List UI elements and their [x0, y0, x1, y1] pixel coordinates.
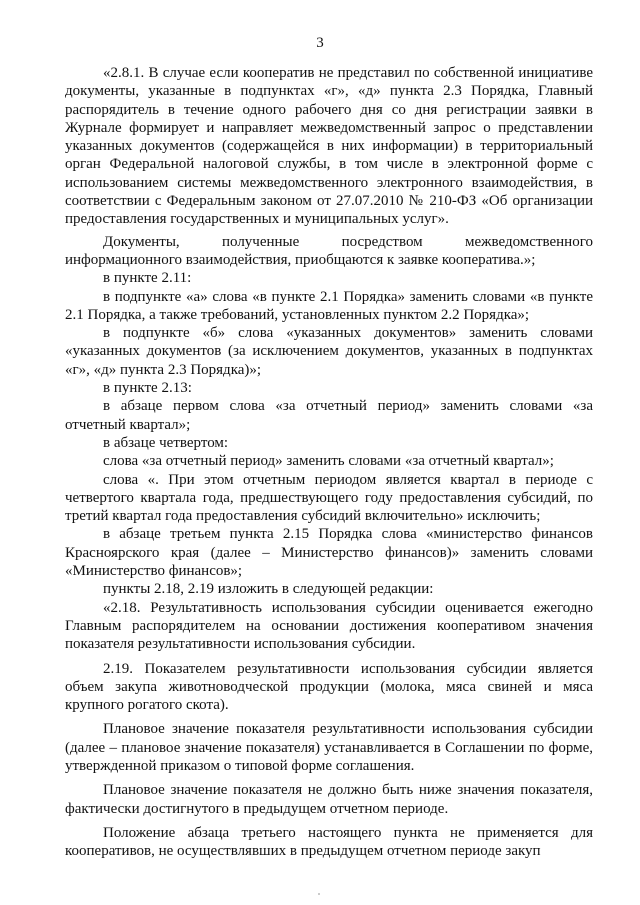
page-number: 3: [316, 35, 324, 51]
paragraph-point-2-15: в абзаце третьем пункта 2.15 Порядка слова «министерство финансов Красноярского края (далее – Министерство финансов)» заменить словами «Министерство финансов»;: [65, 526, 593, 580]
paragraph-point-2-11: в пункте 2.11:: [103, 270, 192, 287]
paragraph-2-8-1: «2.8.1. В случае если кооператив не представил по собственной инициативе документы, указанные в подпунктах «г», «д» пункта 2.3 Порядка, Главный распорядитель в течение одного рабочего дня со дня регистрации заявки в Журнале формирует и направляет межведомственный запрос о представлении указанных документов (содержащейся в них информации) в территориальный орган Федеральной налоговой службы, в том числе в электронной форме с использованием системы межведомственного электронного взаимодействия, в соответствии с Федеральным законом от 27.07.2010 № 210-ФЗ «Об организации предоставления государственных и муниципальных услуг».: [65, 65, 593, 228]
document-body: [65, 64, 593, 860]
paragraph-subpoint-a: в подпункте «а» слова «в пункте 2.1 Порядка» заменить словами «в пункте 2.1 Порядка, а также требований, установленных пунктом 2.2 Порядка»;: [65, 288, 593, 323]
paragraph-fourth-indent: в абзаце четвертом:: [103, 434, 229, 451]
paragraph-first-indent: в абзаце первом слова «за отчетный период» заменить словами «за отчетный квартал»;: [65, 398, 593, 433]
paragraph-planned-not-lower: Плановое значение показателя не должно быть ниже значения показателя, фактически достигнутого в предыдущем отчетном периоде.: [65, 782, 593, 817]
paragraph-subpoint-b: в подпункте «б» слова «указанных документов» заменить словами «указанных документов (за исключением документов, указанных в подпунктах «г», «д» пункта 2.3 Порядка)»;: [65, 325, 593, 378]
paragraph-point-2-13: в пункте 2.13:: [103, 380, 192, 397]
scan-artifact: [318, 893, 320, 895]
paragraph-planned-value: Плановое значение показателя результативности использования субсидии (далее – плановое значение показателя) устанавливается в Соглашении по форме, утвержденной приказом о типовой форме соглашения.: [65, 721, 593, 774]
paragraph-documents-received: Документы, полученные посредством межведомственного информационного взаимодействия, приобщаются к заявке кооператива.»;: [65, 233, 593, 268]
paragraph-provision-third: Положение абзаца третьего настоящего пункта не применяется для кооперативов, не осуществлявших в предыдущем отчетном периоде закуп: [65, 824, 593, 860]
paragraph-words-exclude: слова «. При этом отчетным периодом является квартал в периоде с четвертого квартала года, предшествующего году предоставления субсидий, по третий квартал года предоставления субсидий включительно» исключить;: [65, 471, 593, 525]
paragraph-2-19: 2.19. Показателем результативности использования субсидии является объем закупа животноводческой продукции (молока, мяса свиней и мяса крупного рогатого скота).: [65, 660, 593, 714]
paragraph-points-2-18-2-19: пункты 2.18, 2.19 изложить в следующей редакции:: [103, 581, 434, 598]
paragraph-words-replace: слова «за отчетный период» заменить словами «за отчетный квартал»;: [103, 453, 554, 470]
paragraph-2-18: «2.18. Результативность использования субсидии оценивается ежегодно Главным распорядителем на основании достижения кооперативом значения показателя результативности использования субсидии.: [65, 599, 593, 653]
